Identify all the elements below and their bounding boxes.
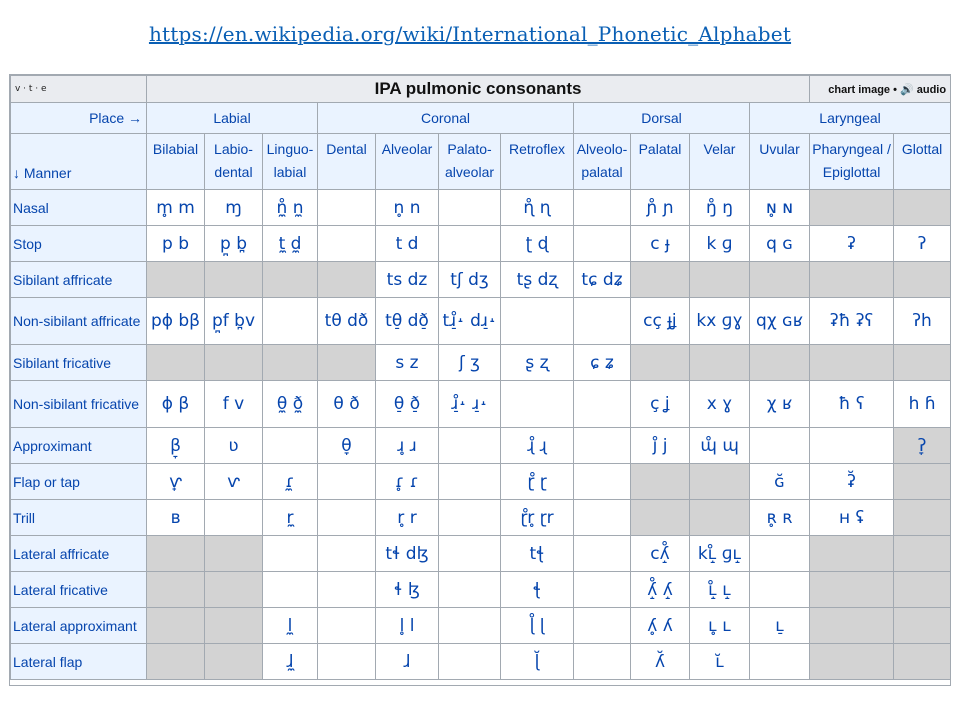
consonant-cell: [894, 464, 951, 500]
consonant-cell: [574, 464, 631, 500]
consonant-cell: [894, 345, 951, 381]
place-header-dorsal[interactable]: Dorsal: [574, 103, 750, 134]
consonant-cell[interactable]: ʟ̠: [750, 608, 810, 644]
consonant-cell[interactable]: ħ ʕ: [810, 381, 894, 428]
consonant-cell[interactable]: kʟ̝̊ ɡʟ̝: [690, 536, 750, 572]
row-lateral-affricate: [11, 536, 951, 572]
consonant-cell[interactable]: ⱱ̟: [147, 464, 205, 500]
consonant-cell[interactable]: p̪f b̪v: [205, 298, 263, 345]
consonant-cell: [439, 190, 501, 226]
consonant-cell[interactable]: h ɦ: [894, 381, 951, 428]
consonant-cell[interactable]: ʀ̥ ʀ: [750, 500, 810, 536]
consonant-cell[interactable]: cç ɟʝ: [631, 298, 690, 345]
subplace-header-0[interactable]: Bilabial: [147, 134, 205, 190]
consonant-cell: [263, 345, 318, 381]
row-sibilant-fricative: [11, 345, 951, 381]
consonant-cell: [574, 381, 631, 428]
source-url-link[interactable]: https://en.wikipedia.org/wiki/International_Phonetic_Alphabet: [148, 22, 792, 46]
consonant-cell: [750, 262, 810, 298]
consonant-cell: [263, 572, 318, 608]
consonant-cell[interactable]: ⱱ: [205, 464, 263, 500]
consonant-cell[interactable]: χ ʁ: [750, 381, 810, 428]
consonant-cell[interactable]: ʔ: [894, 226, 951, 262]
consonant-cell: [750, 536, 810, 572]
consonant-cell[interactable]: ɭ̊ ɭ: [501, 608, 574, 644]
row-trill: [11, 500, 951, 536]
consonant-cell: [894, 644, 951, 680]
consonant-cell: [574, 500, 631, 536]
consonant-cell: [205, 500, 263, 536]
consonant-cell: [574, 190, 631, 226]
chart-image-audio-links[interactable]: chart image • 🔊 audio: [810, 76, 951, 103]
consonant-cell: [205, 608, 263, 644]
consonant-cell: [574, 608, 631, 644]
consonant-cell[interactable]: ʔh: [894, 298, 951, 345]
consonant-cell[interactable]: tꞎ: [501, 536, 574, 572]
consonant-cell[interactable]: β̞: [147, 428, 205, 464]
consonant-cell[interactable]: pɸ bβ: [147, 298, 205, 345]
chart-title: IPA pulmonic consonants: [147, 76, 810, 103]
consonant-cell: [439, 536, 501, 572]
consonant-cell: [205, 536, 263, 572]
consonant-cell: [894, 572, 951, 608]
consonant-cell[interactable]: tɬ dɮ: [376, 536, 439, 572]
consonant-cell[interactable]: ʟ̝̊ ʟ̝: [690, 572, 750, 608]
consonant-cell[interactable]: r̥ r: [376, 500, 439, 536]
consonant-cell[interactable]: ɱ: [205, 190, 263, 226]
row-flap-or-tap: [11, 464, 951, 500]
place-header-laryngeal[interactable]: Laryngeal: [750, 103, 951, 134]
consonant-cell[interactable]: qχ ɢʁ: [750, 298, 810, 345]
consonant-cell: [318, 644, 376, 680]
consonant-cell: [631, 345, 690, 381]
consonant-cell[interactable]: ʎ̆: [631, 644, 690, 680]
consonant-cell: [810, 190, 894, 226]
manner-header-lateral-flap[interactable]: Lateral flap: [11, 644, 147, 680]
consonant-cell[interactable]: ɴ̥ ɴ: [750, 190, 810, 226]
consonant-cell[interactable]: ʟ̆: [690, 644, 750, 680]
consonant-cell[interactable]: ɭ̆: [501, 644, 574, 680]
consonant-cell[interactable]: l̼: [263, 608, 318, 644]
consonant-cell: [147, 572, 205, 608]
consonant-cell[interactable]: ts dz: [376, 262, 439, 298]
consonant-cell: [318, 572, 376, 608]
consonant-cell: [631, 500, 690, 536]
consonant-cell[interactable]: ʈ ɖ: [501, 226, 574, 262]
consonant-cell: [205, 644, 263, 680]
consonant-cell: [574, 644, 631, 680]
consonant-cell: [147, 644, 205, 680]
consonant-cell: [810, 608, 894, 644]
consonant-cell[interactable]: ʡ̆: [810, 464, 894, 500]
place-header-labial[interactable]: Labial: [147, 103, 318, 134]
consonant-cell: [147, 536, 205, 572]
subplace-header-7[interactable]: Alveolo-palatal: [574, 134, 631, 190]
consonant-cell: [690, 345, 750, 381]
consonant-cell[interactable]: m̥ m: [147, 190, 205, 226]
consonant-cell[interactable]: ʡ: [810, 226, 894, 262]
consonant-cell[interactable]: θ̞: [318, 428, 376, 464]
consonant-cell: [147, 608, 205, 644]
consonant-cell[interactable]: ɽ̊ ɽ: [501, 464, 574, 500]
consonant-cell[interactable]: tθ dð: [318, 298, 376, 345]
consonant-cell: [318, 190, 376, 226]
consonant-cell: [810, 536, 894, 572]
manner-header-nasal[interactable]: Nasal: [11, 190, 147, 226]
subplace-header-12[interactable]: Glottal: [894, 134, 951, 190]
consonant-cell[interactable]: θ ð: [318, 381, 376, 428]
consonant-cell: [810, 345, 894, 381]
consonant-cell: [501, 298, 574, 345]
subplace-header-4[interactable]: Alveolar: [376, 134, 439, 190]
consonant-cell: [263, 298, 318, 345]
consonant-cell[interactable]: tɹ̠̊˔ dɹ̠˔: [439, 298, 501, 345]
consonant-cell: [318, 608, 376, 644]
subplace-header-5[interactable]: Palato-alveolar: [439, 134, 501, 190]
consonant-cell[interactable]: ɹ̠̊˔ ɹ̠˔: [439, 381, 501, 428]
consonant-cell[interactable]: ɕ ʑ: [574, 345, 631, 381]
consonant-cell: [894, 262, 951, 298]
subplace-header-3[interactable]: Dental: [318, 134, 376, 190]
manner-header-flap-or-tap[interactable]: Flap or tap: [11, 464, 147, 500]
manner-header-sibilant-fricative[interactable]: Sibilant fricative: [11, 345, 147, 381]
consonant-cell: [810, 428, 894, 464]
consonant-cell[interactable]: ɻ̊ ɻ: [501, 428, 574, 464]
consonant-cell: [501, 381, 574, 428]
consonant-cell: [750, 572, 810, 608]
subplace-header-6[interactable]: Retroflex: [501, 134, 574, 190]
place-axis-label: Place →: [11, 103, 147, 134]
consonant-cell: [574, 298, 631, 345]
consonant-cell: [690, 500, 750, 536]
consonant-cell[interactable]: ç ʝ: [631, 381, 690, 428]
consonant-cell[interactable]: ɹ̥ ɹ: [376, 428, 439, 464]
consonant-cell: [263, 536, 318, 572]
consonant-cell: [690, 262, 750, 298]
manner-header-nonsibilant-affricate[interactable]: Non-sibilant affricate: [11, 298, 147, 345]
consonant-cell[interactable]: ɺ̼: [263, 644, 318, 680]
consonant-cell[interactable]: ʃ ʒ: [439, 345, 501, 381]
consonant-cell: [439, 644, 501, 680]
manner-header-approximant[interactable]: Approximant: [11, 428, 147, 464]
consonant-cell: [147, 345, 205, 381]
consonant-cell[interactable]: ɾ̥ ɾ: [376, 464, 439, 500]
row-nonsibilant-affricate: [11, 298, 951, 345]
consonant-cell: [318, 500, 376, 536]
consonant-cell: [810, 262, 894, 298]
consonant-cell: [690, 464, 750, 500]
consonant-cell[interactable]: f v: [205, 381, 263, 428]
subplace-header-10[interactable]: Uvular: [750, 134, 810, 190]
consonant-cell: [318, 345, 376, 381]
consonant-cell[interactable]: tʃ dʒ: [439, 262, 501, 298]
manner-header-sibilant-affricate[interactable]: Sibilant affricate: [11, 262, 147, 298]
consonant-cell: [810, 572, 894, 608]
subplace-header-2[interactable]: Linguo-labial: [263, 134, 318, 190]
consonant-cell[interactable]: ɾ̼: [263, 464, 318, 500]
manner-header-nonsibilant-fricative[interactable]: Non-sibilant fricative: [11, 381, 147, 428]
consonant-cell: [894, 608, 951, 644]
consonant-cell[interactable]: t d: [376, 226, 439, 262]
consonant-cell[interactable]: tɕ dʑ: [574, 262, 631, 298]
subplace-header-11[interactable]: Pharyngeal / Epiglottal: [810, 134, 894, 190]
subplace-header-8[interactable]: Palatal: [631, 134, 690, 190]
place-header-coronal[interactable]: Coronal: [318, 103, 574, 134]
consonant-cell: [439, 608, 501, 644]
consonant-cell[interactable]: x ɣ: [690, 381, 750, 428]
manner-header-trill[interactable]: Trill: [11, 500, 147, 536]
consonant-cell[interactable]: ŋ̊ ŋ: [690, 190, 750, 226]
consonant-cell[interactable]: ʔ̞: [894, 428, 951, 464]
consonant-cell: [439, 226, 501, 262]
consonant-cell[interactable]: θ̠ ð̠: [376, 381, 439, 428]
row-stop: [11, 226, 951, 262]
consonant-cell: [263, 262, 318, 298]
consonant-cell[interactable]: ɰ̊ ɰ: [690, 428, 750, 464]
consonant-cell[interactable]: ɺ: [376, 644, 439, 680]
consonant-cell[interactable]: ʎ̝̊ ʎ̝: [631, 572, 690, 608]
consonant-cell: [439, 572, 501, 608]
consonant-cell[interactable]: ʂ ʐ: [501, 345, 574, 381]
consonant-cell[interactable]: ʡħ ʡʕ: [810, 298, 894, 345]
ipa-consonant-chart: [9, 74, 951, 686]
consonant-cell: [205, 262, 263, 298]
consonant-cell[interactable]: p̪ b̪: [205, 226, 263, 262]
consonant-cell[interactable]: p b: [147, 226, 205, 262]
consonant-cell: [318, 536, 376, 572]
consonant-cell[interactable]: ɬ ɮ: [376, 572, 439, 608]
consonant-cell: [574, 536, 631, 572]
consonant-cell[interactable]: t̼ d̼: [263, 226, 318, 262]
consonant-cell[interactable]: θ̼ ð̼: [263, 381, 318, 428]
consonant-cell: [574, 572, 631, 608]
consonant-cell: [894, 500, 951, 536]
consonant-cell[interactable]: l̥ l: [376, 608, 439, 644]
consonant-cell[interactable]: c ɟ: [631, 226, 690, 262]
consonant-cell: [574, 428, 631, 464]
manner-axis-label: ↓ Manner: [11, 134, 147, 190]
consonant-cell[interactable]: n̼̊ n̼: [263, 190, 318, 226]
consonant-cell[interactable]: ɢ̆: [750, 464, 810, 500]
consonant-cell[interactable]: ʋ: [205, 428, 263, 464]
consonant-cell[interactable]: cʎ̝̊: [631, 536, 690, 572]
row-lateral-fricative: [11, 572, 951, 608]
consonant-cell[interactable]: n̥ n: [376, 190, 439, 226]
consonant-cell[interactable]: ʎ̥ ʎ: [631, 608, 690, 644]
consonant-cell: [205, 572, 263, 608]
consonant-cell[interactable]: j̊ j: [631, 428, 690, 464]
manner-header-lateral-affricate[interactable]: Lateral affricate: [11, 536, 147, 572]
consonant-cell[interactable]: r̼: [263, 500, 318, 536]
consonant-cell: [894, 190, 951, 226]
consonant-cell[interactable]: tʂ dʐ: [501, 262, 574, 298]
consonant-cell: [810, 644, 894, 680]
consonant-cell: [205, 345, 263, 381]
consonant-cell[interactable]: ʙ: [147, 500, 205, 536]
row-lateral-approximant: [11, 608, 951, 644]
row-sibilant-affricate: [11, 262, 951, 298]
consonant-cell: [439, 428, 501, 464]
consonant-cell[interactable]: k ɡ: [690, 226, 750, 262]
consonant-cell: [574, 226, 631, 262]
row-approximant: [11, 428, 951, 464]
consonant-cell[interactable]: ɸ β: [147, 381, 205, 428]
consonant-cell[interactable]: ʟ̥ ʟ: [690, 608, 750, 644]
consonant-cell: [750, 345, 810, 381]
consonant-cell: [147, 262, 205, 298]
row-lateral-flap: [11, 644, 951, 680]
consonant-cell: [750, 644, 810, 680]
consonant-cell: [439, 464, 501, 500]
navbox-vte-links[interactable]: v · t · e: [11, 76, 147, 103]
subplace-header-1[interactable]: Labio-dental: [205, 134, 263, 190]
consonant-cell[interactable]: tθ̠ dð̠: [376, 298, 439, 345]
consonant-cell: [318, 262, 376, 298]
consonant-cell[interactable]: ɳ̊ ɳ: [501, 190, 574, 226]
consonant-cell[interactable]: q ɢ: [750, 226, 810, 262]
consonant-cell[interactable]: ɽ̊r̥ ɽr: [501, 500, 574, 536]
consonant-cell[interactable]: s z: [376, 345, 439, 381]
consonant-cell[interactable]: ɲ̊ ɲ: [631, 190, 690, 226]
consonant-cell: [318, 226, 376, 262]
consonant-cell: [894, 536, 951, 572]
consonant-cell: [631, 464, 690, 500]
consonant-cell[interactable]: ꞎ: [501, 572, 574, 608]
consonant-cell: [263, 428, 318, 464]
consonant-cell: [439, 500, 501, 536]
consonant-cell: [631, 262, 690, 298]
row-nasal: [11, 190, 951, 226]
consonant-cell: [318, 464, 376, 500]
consonant-cell[interactable]: ʜ ʢ: [810, 500, 894, 536]
consonant-cell[interactable]: kx ɡɣ: [690, 298, 750, 345]
manner-header-lateral-approximant[interactable]: Lateral approximant: [11, 608, 147, 644]
consonant-cell: [750, 428, 810, 464]
manner-header-lateral-fricative[interactable]: Lateral fricative: [11, 572, 147, 608]
manner-header-stop[interactable]: Stop: [11, 226, 147, 262]
subplace-header-9[interactable]: Velar: [690, 134, 750, 190]
row-nonsibilant-fricative: [11, 381, 951, 428]
